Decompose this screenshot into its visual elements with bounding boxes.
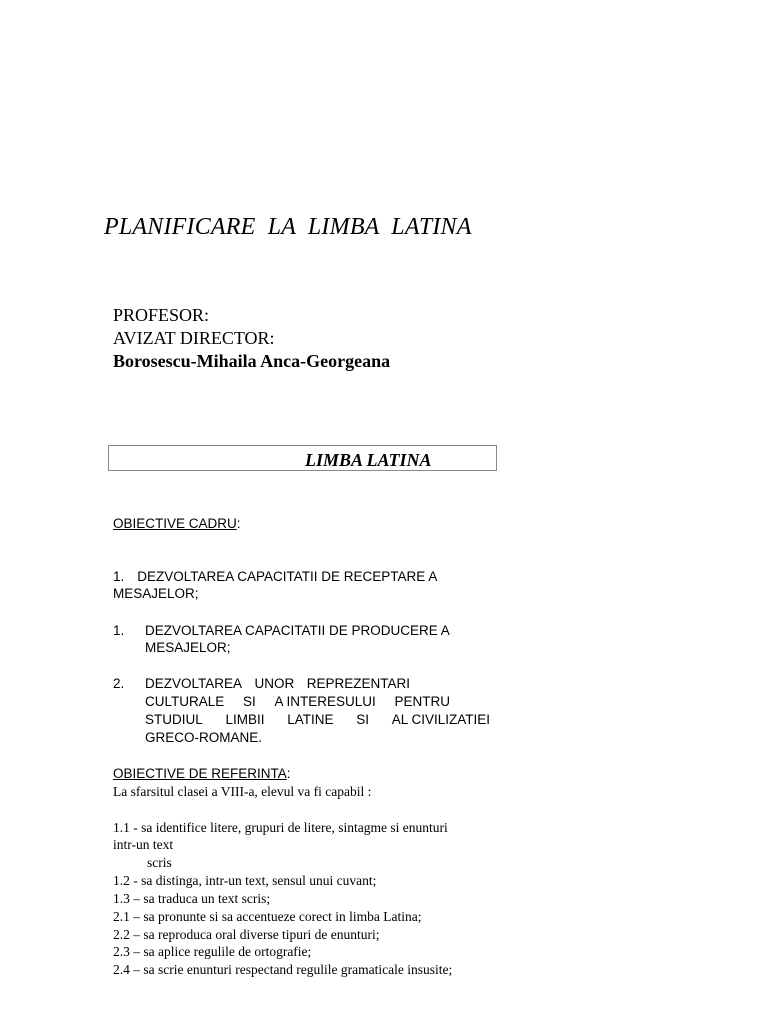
referinta-item: 2.2 – sa reproduca oral diverse tipuri de enunturi; xyxy=(113,927,380,942)
obiectiv-cadru-item-3-line-3 xyxy=(145,712,490,727)
referinta-item: 1.3 – sa traduca un text scris; xyxy=(113,891,271,906)
word: STUDIUL xyxy=(145,712,203,727)
subject-title-box xyxy=(108,445,497,471)
word: REPREZENTARI xyxy=(306,676,410,691)
avizat-director-label: AVIZAT DIRECTOR: xyxy=(113,328,275,348)
word: PENTRU xyxy=(394,694,450,709)
obiectiv-cadru-item-1 xyxy=(113,569,437,584)
word: LIMBII xyxy=(225,712,265,727)
referinta-item: 2.1 – sa pronunte si sa accentueze corect in limba Latina; xyxy=(113,909,422,924)
referinta-item-cont: intr-un text xyxy=(113,837,174,852)
referinta-item: 1.1 - sa identifice litere, grupuri de litere, sintagme si enunturi xyxy=(113,820,448,835)
word: CULTURALE xyxy=(145,694,225,709)
subject-title: LIMBA LATINA xyxy=(305,450,432,470)
author-name: Borosescu-Mihaila Anca-Georgeana xyxy=(113,351,391,371)
list-number: 1. xyxy=(113,623,125,638)
word: DEZVOLTAREA xyxy=(145,676,243,691)
word: AL CIVILIZATIEI xyxy=(391,712,490,727)
word: LATINE xyxy=(287,712,334,727)
referinta-item: 1.2 - sa distinga, intr-un text, sensul unui cuvant; xyxy=(113,873,377,888)
profesor-label: PROFESOR: xyxy=(113,305,210,325)
word: A INTERESULUI xyxy=(274,694,376,709)
obiective-referinta-heading-text: OBIECTIVE DE REFERINTA xyxy=(113,766,287,781)
obiective-cadru-colon: : xyxy=(236,516,241,531)
word: UNOR xyxy=(254,676,295,691)
obiective-cadru-heading-text: OBIECTIVE CADRU xyxy=(113,516,237,531)
obiectiv-cadru-item-2-cont: MESAJELOR; xyxy=(145,640,231,655)
list-item-text: DEZVOLTAREA CAPACITATII DE RECEPTARE A xyxy=(137,569,438,584)
obiective-referinta-heading xyxy=(113,766,291,781)
obiective-cadru-heading xyxy=(113,516,241,531)
obiectiv-cadru-item-2: DEZVOLTAREA CAPACITATII DE PRODUCERE A xyxy=(145,623,450,638)
list-number: 1. xyxy=(113,569,125,584)
document-title: PLANIFICARE LA LIMBA LATINA xyxy=(104,214,472,240)
referinta-item: 2.4 – sa scrie enunturi respectand regulile gramaticale insusite; xyxy=(113,962,453,977)
list-number: 2. xyxy=(113,676,125,691)
obiective-referinta-intro: La sfarsitul clasei a VIII-a, elevul va fi capabil : xyxy=(113,784,372,799)
obiectiv-cadru-item-1-cont: MESAJELOR; xyxy=(113,586,199,601)
word: SI xyxy=(243,694,256,709)
obiectiv-cadru-item-3-line-2 xyxy=(145,694,490,709)
word: SI xyxy=(356,712,369,727)
referinta-item-cont: scris xyxy=(147,855,172,870)
obiectiv-cadru-item-3-line-4: GRECO-ROMANE. xyxy=(145,730,263,745)
obiectiv-cadru-item-3-line-1 xyxy=(145,676,490,691)
referinta-item: 2.3 – sa aplice regulile de ortografie; xyxy=(113,944,312,959)
obiective-referinta-colon: : xyxy=(286,766,291,781)
